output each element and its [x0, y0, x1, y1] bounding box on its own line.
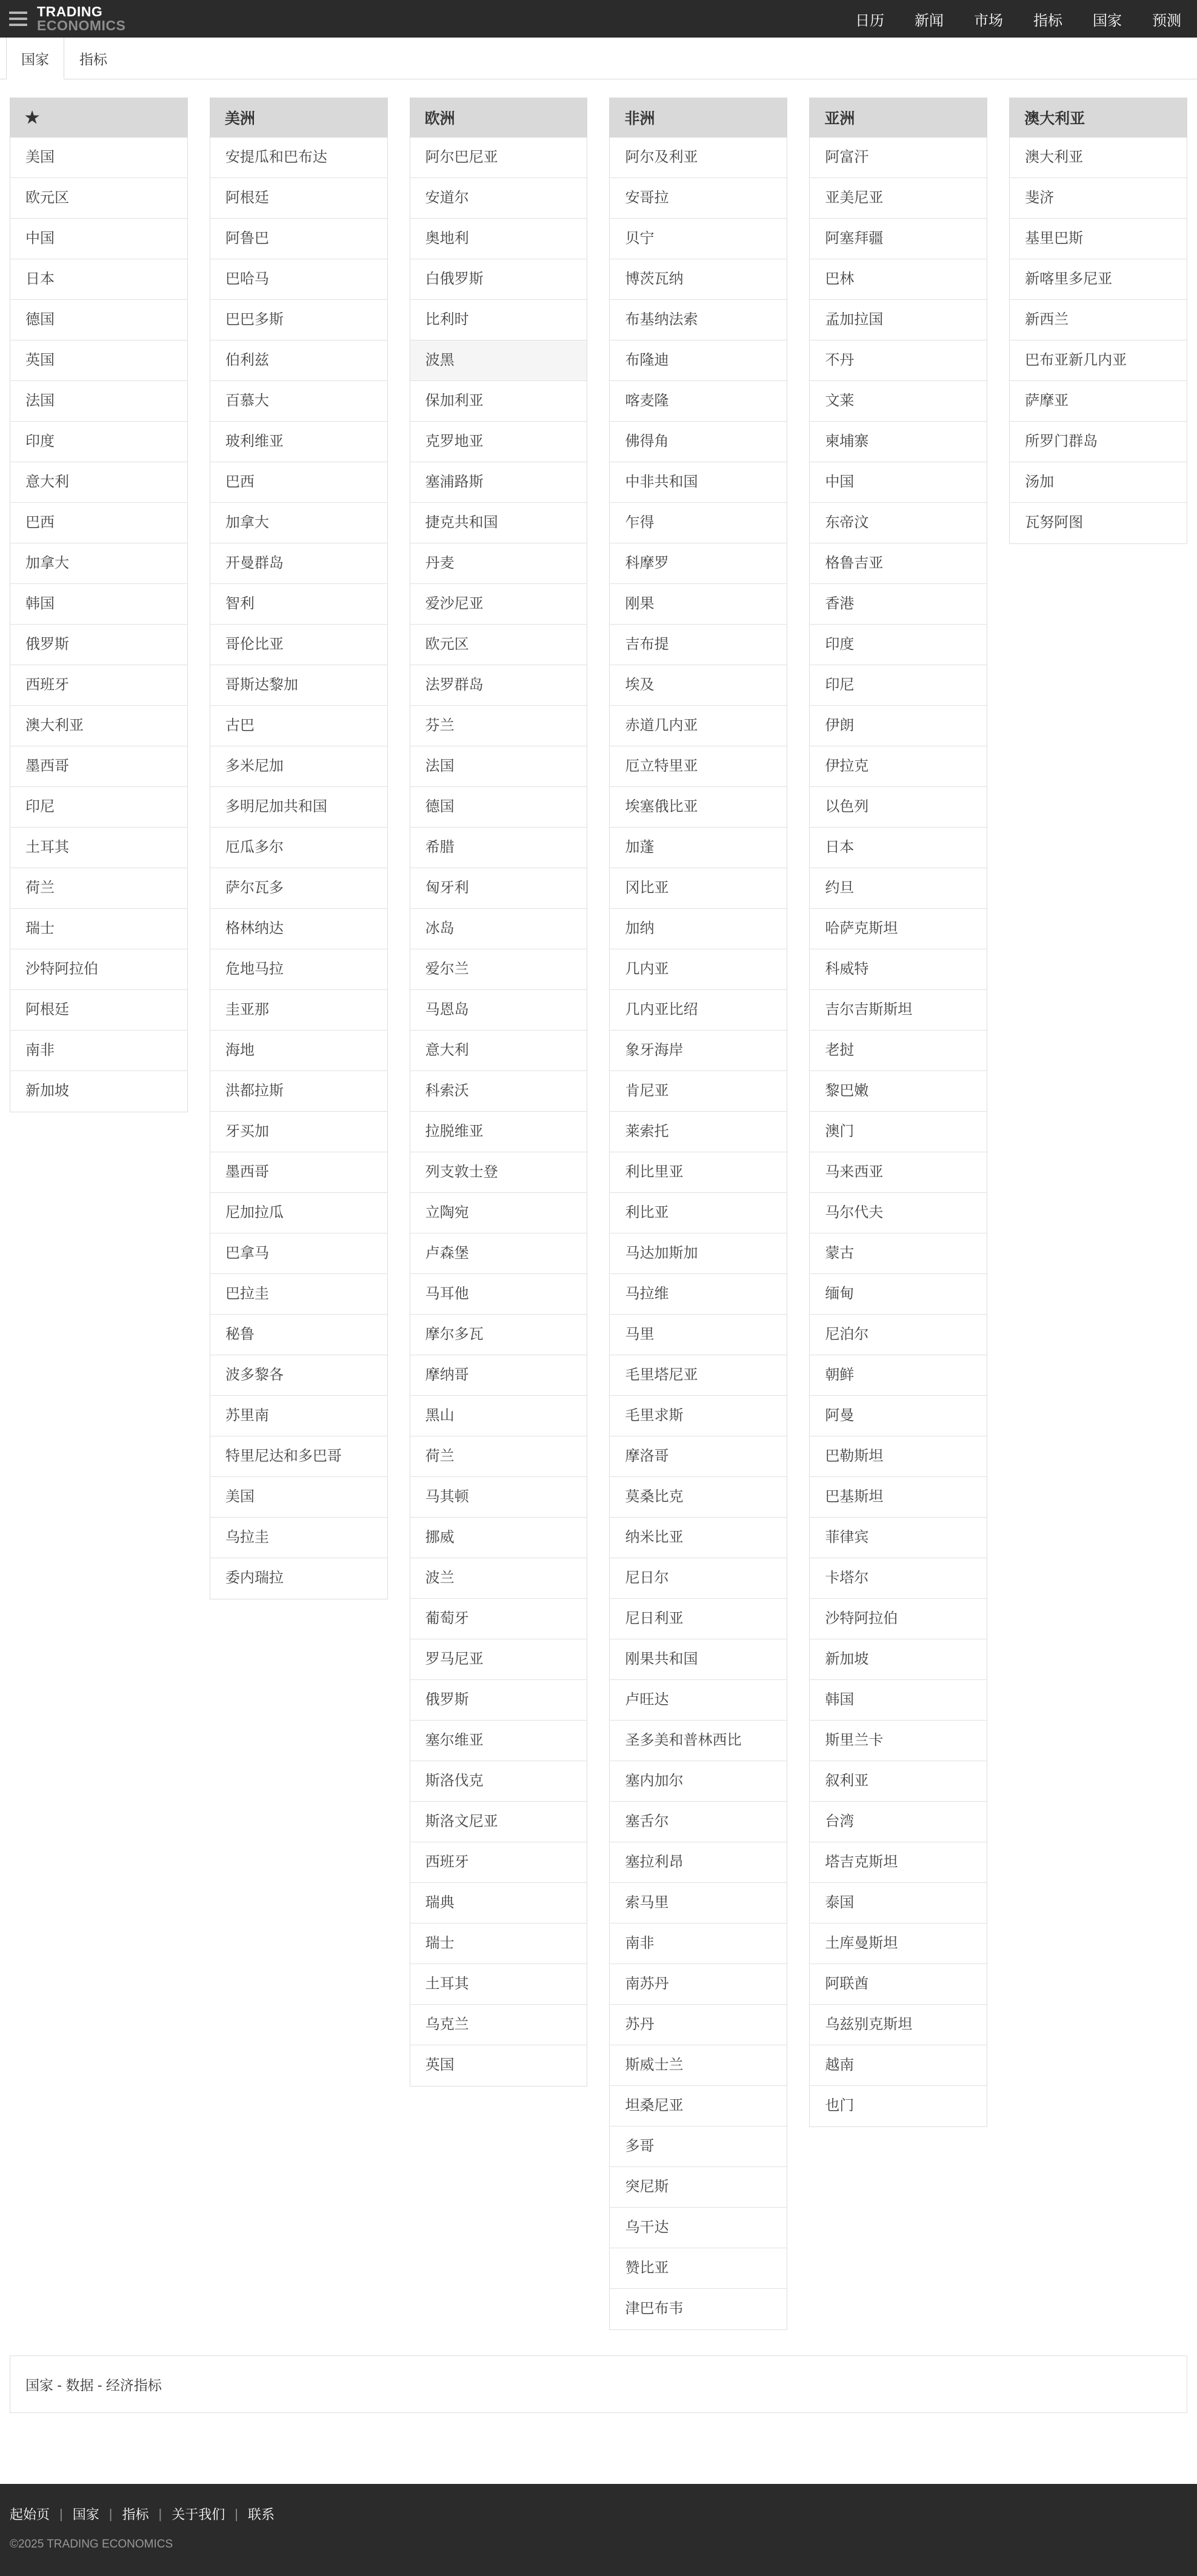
- country-item[interactable]: 科威特: [810, 949, 987, 990]
- country-item[interactable]: 蒙古: [810, 1233, 987, 1274]
- country-item[interactable]: 立陶宛: [410, 1193, 587, 1233]
- country-item[interactable]: 乌克兰: [410, 2005, 587, 2045]
- country-item[interactable]: 欧元区: [10, 178, 187, 219]
- country-item[interactable]: 埃塞俄比亚: [610, 787, 787, 828]
- bottom-footer: [0, 2484, 1197, 2576]
- country-item[interactable]: 塞尔维亚: [410, 1721, 587, 1761]
- country-item[interactable]: 埃及: [610, 665, 787, 706]
- country-item[interactable]: 吉尔吉斯斯坦: [810, 990, 987, 1031]
- country-item[interactable]: 土库曼斯坦: [810, 1924, 987, 1964]
- continent-columns: [10, 98, 1187, 2330]
- country-item[interactable]: 毛里塔尼亚: [610, 1355, 787, 1396]
- country-item[interactable]: 加拿大: [210, 503, 387, 543]
- country-item[interactable]: 加拿大: [10, 543, 187, 584]
- country-item[interactable]: 意大利: [10, 462, 187, 503]
- country-item[interactable]: 缅甸: [810, 1274, 987, 1315]
- country-item[interactable]: 斯里兰卡: [810, 1721, 987, 1761]
- country-item[interactable]: 厄瓜多尔: [210, 828, 387, 868]
- country-item[interactable]: 巴巴多斯: [210, 300, 387, 340]
- country-item[interactable]: 阿塞拜疆: [810, 219, 987, 259]
- country-item[interactable]: 沙特阿拉伯: [10, 949, 187, 990]
- country-item[interactable]: 博茨瓦纳: [610, 259, 787, 300]
- country-item[interactable]: 苏里南: [210, 1396, 387, 1436]
- country-item[interactable]: 南非: [10, 1031, 187, 1071]
- country-item[interactable]: 马耳他: [410, 1274, 587, 1315]
- country-item[interactable]: 多哥: [610, 2126, 787, 2167]
- footer-link-countries[interactable]: 国家: [72, 2507, 99, 2522]
- nav-item-indicators[interactable]: 指标: [1033, 12, 1062, 29]
- country-item[interactable]: 奥地利: [410, 219, 587, 259]
- country-item[interactable]: 马其顿: [410, 1477, 587, 1518]
- country-item[interactable]: 玻利维亚: [210, 422, 387, 462]
- country-item[interactable]: 阿尔巴尼亚: [410, 138, 587, 178]
- country-item[interactable]: 芬兰: [410, 706, 587, 746]
- country-item[interactable]: 加纳: [610, 909, 787, 949]
- country-item[interactable]: 尼加拉瓜: [210, 1193, 387, 1233]
- country-item[interactable]: 列支敦士登: [410, 1152, 587, 1193]
- country-item[interactable]: 几内亚: [610, 949, 787, 990]
- country-item[interactable]: 冰岛: [410, 909, 587, 949]
- column-europe: [410, 98, 588, 2086]
- country-item[interactable]: 新加坡: [10, 1071, 187, 1112]
- breadcrumb: 国家 - 数据 - 经济指标: [25, 2377, 162, 2393]
- menu-icon[interactable]: [9, 12, 27, 26]
- logo-trading: TRADING: [37, 3, 103, 19]
- country-item[interactable]: 阿根廷: [10, 990, 187, 1031]
- footer-link-divider: |: [108, 2506, 113, 2521]
- country-item[interactable]: 乌兹别克斯坦: [810, 2005, 987, 2045]
- country-item[interactable]: 刚果共和国: [610, 1639, 787, 1680]
- column-starred: [10, 98, 188, 1112]
- country-list-asia: [809, 138, 987, 2127]
- country-item[interactable]: 法国: [10, 381, 187, 422]
- country-item[interactable]: 阿富汗: [810, 138, 987, 178]
- country-item[interactable]: 乌干达: [610, 2208, 787, 2248]
- country-item[interactable]: 南苏丹: [610, 1964, 787, 2005]
- breadcrumb-box: [10, 2355, 1187, 2413]
- country-item[interactable]: 布隆迪: [610, 340, 787, 381]
- country-item[interactable]: 安哥拉: [610, 178, 787, 219]
- country-item[interactable]: 秘鲁: [210, 1315, 387, 1355]
- country-item[interactable]: 马拉维: [610, 1274, 787, 1315]
- country-item[interactable]: 圣多美和普林西比: [610, 1721, 787, 1761]
- country-item[interactable]: 丹麦: [410, 543, 587, 584]
- country-item[interactable]: 巴拿马: [210, 1233, 387, 1274]
- country-item[interactable]: 贝宁: [610, 219, 787, 259]
- country-item[interactable]: 韩国: [810, 1680, 987, 1721]
- country-item[interactable]: 哈萨克斯坦: [810, 909, 987, 949]
- country-item[interactable]: 尼泊尔: [810, 1315, 987, 1355]
- country-item[interactable]: 突尼斯: [610, 2167, 787, 2208]
- country-item[interactable]: 摩尔多瓦: [410, 1315, 587, 1355]
- country-item[interactable]: 萨摩亚: [1010, 381, 1187, 422]
- country-item[interactable]: 洪都拉斯: [210, 1071, 387, 1112]
- country-item[interactable]: 科索沃: [410, 1071, 587, 1112]
- country-item[interactable]: 所罗门群岛: [1010, 422, 1187, 462]
- country-item[interactable]: 阿根廷: [210, 178, 387, 219]
- footer-link-divider: |: [235, 2506, 238, 2521]
- country-item[interactable]: 挪威: [410, 1518, 587, 1558]
- country-item[interactable]: 菲律宾: [810, 1518, 987, 1558]
- country-item[interactable]: 马来西亚: [810, 1152, 987, 1193]
- country-item[interactable]: 象牙海岸: [610, 1031, 787, 1071]
- country-list-africa: [609, 138, 787, 2330]
- country-item[interactable]: 西班牙: [410, 1842, 587, 1883]
- country-item[interactable]: 格林纳达: [210, 909, 387, 949]
- column-header-australia: 澳大利亚: [1009, 98, 1187, 138]
- country-item[interactable]: 澳门: [810, 1112, 987, 1152]
- country-item[interactable]: 坦桑尼亚: [610, 2086, 787, 2126]
- country-item[interactable]: 匈牙利: [410, 868, 587, 909]
- country-item[interactable]: 多米尼加: [210, 746, 387, 787]
- country-item[interactable]: 克罗地亚: [410, 422, 587, 462]
- country-item[interactable]: 日本: [10, 259, 187, 300]
- country-item[interactable]: 斐济: [1010, 178, 1187, 219]
- country-item[interactable]: 黑山: [410, 1396, 587, 1436]
- country-item[interactable]: 阿曼: [810, 1396, 987, 1436]
- country-item[interactable]: 巴西: [10, 503, 187, 543]
- country-item[interactable]: 土耳其: [10, 828, 187, 868]
- tab-countries[interactable]: 国家: [6, 38, 64, 79]
- country-item[interactable]: 智利: [210, 584, 387, 625]
- country-item[interactable]: 塞拉利昂: [610, 1842, 787, 1883]
- nav-item-forecast[interactable]: 预测: [1152, 12, 1181, 29]
- country-item[interactable]: 印尼: [10, 787, 187, 828]
- star-icon: ★: [25, 108, 40, 127]
- country-item[interactable]: 乍得: [610, 503, 787, 543]
- country-item[interactable]: 特里尼达和多巴哥: [210, 1436, 387, 1477]
- country-item[interactable]: 几内亚比绍: [610, 990, 787, 1031]
- country-item[interactable]: 阿尔及利亚: [610, 138, 787, 178]
- country-item[interactable]: 中国: [810, 462, 987, 503]
- country-item[interactable]: 尼日利亚: [610, 1599, 787, 1639]
- country-item[interactable]: 哥伦比亚: [210, 625, 387, 665]
- country-item[interactable]: 佛得角: [610, 422, 787, 462]
- country-item[interactable]: 利比里亚: [610, 1152, 787, 1193]
- country-item[interactable]: 荷兰: [410, 1436, 587, 1477]
- country-item[interactable]: 捷克共和国: [410, 503, 587, 543]
- country-item[interactable]: 瑞士: [410, 1924, 587, 1964]
- country-item[interactable]: 新喀里多尼亚: [1010, 259, 1187, 300]
- country-item[interactable]: 约旦: [810, 868, 987, 909]
- country-item[interactable]: 巴基斯坦: [810, 1477, 987, 1518]
- country-item[interactable]: 百慕大: [210, 381, 387, 422]
- country-item[interactable]: 赞比亚: [610, 2248, 787, 2289]
- country-item[interactable]: 波兰: [410, 1558, 587, 1599]
- tab-indicators[interactable]: 指标: [79, 51, 107, 67]
- country-item[interactable]: 赤道几内亚: [610, 706, 787, 746]
- country-item[interactable]: 荷兰: [10, 868, 187, 909]
- country-item[interactable]: 古巴: [210, 706, 387, 746]
- country-item[interactable]: 利比亚: [610, 1193, 787, 1233]
- country-item[interactable]: 喀麦隆: [610, 381, 787, 422]
- country-item[interactable]: 西班牙: [10, 665, 187, 706]
- country-item[interactable]: 瑞士: [10, 909, 187, 949]
- country-item[interactable]: 委内瑞拉: [210, 1558, 387, 1599]
- country-item[interactable]: 摩洛哥: [610, 1436, 787, 1477]
- country-item[interactable]: 新加坡: [810, 1639, 987, 1680]
- country-item[interactable]: 德国: [10, 300, 187, 340]
- country-item[interactable]: 斯洛文尼亚: [410, 1802, 587, 1842]
- country-item[interactable]: 墨西哥: [10, 746, 187, 787]
- country-item[interactable]: 格鲁吉亚: [810, 543, 987, 584]
- country-item[interactable]: 阿鲁巴: [210, 219, 387, 259]
- country-list-america: [210, 138, 388, 1599]
- country-item[interactable]: 斯洛伐克: [410, 1761, 587, 1802]
- country-item[interactable]: 莫桑比克: [610, 1477, 787, 1518]
- country-item[interactable]: 圭亚那: [210, 990, 387, 1031]
- footer-link-divider: |: [59, 2506, 63, 2521]
- column-header-europe: 欧洲: [410, 98, 588, 138]
- country-item[interactable]: 法国: [410, 746, 587, 787]
- country-list-europe: [410, 138, 588, 2086]
- country-item[interactable]: 中非共和国: [610, 462, 787, 503]
- country-item[interactable]: 马里: [610, 1315, 787, 1355]
- country-item[interactable]: 东帝汶: [810, 503, 987, 543]
- country-item[interactable]: 美国: [210, 1477, 387, 1518]
- country-item[interactable]: 法罗群岛: [410, 665, 587, 706]
- country-list-starred: [10, 138, 188, 1112]
- country-item[interactable]: 阿联酋: [810, 1964, 987, 2005]
- country-item[interactable]: 英国: [10, 340, 187, 381]
- top-nav: [855, 8, 1181, 30]
- country-item[interactable]: 澳大利亚: [1010, 138, 1187, 178]
- footer-link-divider: |: [158, 2506, 162, 2521]
- country-item[interactable]: 马尔代夫: [810, 1193, 987, 1233]
- country-item[interactable]: 日本: [810, 828, 987, 868]
- country-item[interactable]: 布基纳法索: [610, 300, 787, 340]
- country-item[interactable]: 罗马尼亚: [410, 1639, 587, 1680]
- footer-link-about[interactable]: 关于我们: [172, 2507, 225, 2522]
- column-header-america: 美洲: [210, 98, 388, 138]
- country-item[interactable]: 索马里: [610, 1883, 787, 1924]
- country-item[interactable]: 台湾: [810, 1802, 987, 1842]
- nav-item-news[interactable]: 新闻: [915, 12, 944, 29]
- country-item[interactable]: 苏丹: [610, 2005, 787, 2045]
- country-item[interactable]: 伯利兹: [210, 340, 387, 381]
- country-item[interactable]: 刚果: [610, 584, 787, 625]
- country-item[interactable]: 中国: [10, 219, 187, 259]
- country-item[interactable]: 越南: [810, 2045, 987, 2086]
- country-item[interactable]: 韩国: [10, 584, 187, 625]
- country-item[interactable]: 叙利亚: [810, 1761, 987, 1802]
- country-item[interactable]: 爱沙尼亚: [410, 584, 587, 625]
- country-item[interactable]: 萨尔瓦多: [210, 868, 387, 909]
- nav-item-countries[interactable]: 国家: [1093, 12, 1122, 29]
- country-item[interactable]: 印尼: [810, 665, 987, 706]
- country-item[interactable]: 巴林: [810, 259, 987, 300]
- country-item[interactable]: 意大利: [410, 1031, 587, 1071]
- country-item[interactable]: 多明尼加共和国: [210, 787, 387, 828]
- top-header: [0, 0, 1197, 38]
- country-item[interactable]: 海地: [210, 1031, 387, 1071]
- country-item[interactable]: 冈比亚: [610, 868, 787, 909]
- country-item[interactable]: 柬埔寨: [810, 422, 987, 462]
- country-item[interactable]: 德国: [410, 787, 587, 828]
- country-item[interactable]: 塞浦路斯: [410, 462, 587, 503]
- country-item[interactable]: 保加利亚: [410, 381, 587, 422]
- country-item[interactable]: 泰国: [810, 1883, 987, 1924]
- country-item[interactable]: 墨西哥: [210, 1152, 387, 1193]
- column-header-asia: 亚洲: [809, 98, 987, 138]
- country-item[interactable]: 厄立特里亚: [610, 746, 787, 787]
- country-item[interactable]: 不丹: [810, 340, 987, 381]
- country-item[interactable]: 朝鲜: [810, 1355, 987, 1396]
- country-item[interactable]: 危地马拉: [210, 949, 387, 990]
- country-item[interactable]: 巴拉圭: [210, 1274, 387, 1315]
- country-item[interactable]: 印度: [10, 422, 187, 462]
- country-item[interactable]: 爱尔兰: [410, 949, 587, 990]
- country-item[interactable]: 土耳其: [410, 1964, 587, 2005]
- country-item[interactable]: 也门: [810, 2086, 987, 2126]
- tab-bar: [0, 38, 1197, 79]
- country-item[interactable]: 欧元区: [410, 625, 587, 665]
- country-item[interactable]: 莱索托: [610, 1112, 787, 1152]
- country-item[interactable]: 塔吉克斯坦: [810, 1842, 987, 1883]
- country-item[interactable]: 卢森堡: [410, 1233, 587, 1274]
- logo[interactable]: [37, 5, 125, 33]
- country-item[interactable]: 南非: [610, 1924, 787, 1964]
- country-item[interactable]: 香港: [810, 584, 987, 625]
- country-item[interactable]: 津巴布韦: [610, 2289, 787, 2329]
- country-item[interactable]: 开曼群岛: [210, 543, 387, 584]
- country-item[interactable]: 英国: [410, 2045, 587, 2086]
- country-item[interactable]: 孟加拉国: [810, 300, 987, 340]
- country-item[interactable]: 文莱: [810, 381, 987, 422]
- country-item[interactable]: 卢旺达: [610, 1680, 787, 1721]
- country-item[interactable]: 卡塔尔: [810, 1558, 987, 1599]
- country-item[interactable]: 斯威士兰: [610, 2045, 787, 2086]
- country-item[interactable]: 哥斯达黎加: [210, 665, 387, 706]
- country-item[interactable]: 塞舌尔: [610, 1802, 787, 1842]
- country-item[interactable]: 瑞典: [410, 1883, 587, 1924]
- country-item[interactable]: 马恩岛: [410, 990, 587, 1031]
- country-item[interactable]: 巴布亚新几内亚: [1010, 340, 1187, 381]
- nav-item-markets[interactable]: 市场: [974, 12, 1003, 29]
- country-item[interactable]: 新西兰: [1010, 300, 1187, 340]
- country-item[interactable]: 塞内加尔: [610, 1761, 787, 1802]
- country-item[interactable]: 葡萄牙: [410, 1599, 587, 1639]
- country-item[interactable]: 基里巴斯: [1010, 219, 1187, 259]
- country-item[interactable]: 毛里求斯: [610, 1396, 787, 1436]
- logo-economics: ECONOMICS: [37, 18, 126, 33]
- column-asia: [809, 98, 987, 2127]
- column-header-starred: [10, 98, 188, 138]
- column-america: [210, 98, 388, 1599]
- country-item[interactable]: 沙特阿拉伯: [810, 1599, 987, 1639]
- country-item[interactable]: 波多黎各: [210, 1355, 387, 1396]
- footer-links: [10, 2505, 1187, 2523]
- country-item[interactable]: 加蓬: [610, 828, 787, 868]
- country-item[interactable]: 澳大利亚: [10, 706, 187, 746]
- country-item[interactable]: 科摩罗: [610, 543, 787, 584]
- country-item[interactable]: 巴哈马: [210, 259, 387, 300]
- country-item[interactable]: 比利时: [410, 300, 587, 340]
- country-item[interactable]: 瓦努阿图: [1010, 503, 1187, 543]
- country-item[interactable]: 希腊: [410, 828, 587, 868]
- column-africa: [609, 98, 787, 2330]
- country-item[interactable]: 俄罗斯: [10, 625, 187, 665]
- country-item[interactable]: 白俄罗斯: [410, 259, 587, 300]
- country-item[interactable]: 巴西: [210, 462, 387, 503]
- country-item[interactable]: 亚美尼亚: [810, 178, 987, 219]
- country-item[interactable]: 吉布提: [610, 625, 787, 665]
- country-item[interactable]: 老挝: [810, 1031, 987, 1071]
- country-item[interactable]: 印度: [810, 625, 987, 665]
- main-content: [0, 98, 1197, 2413]
- footer-link-contact[interactable]: 联系: [247, 2507, 275, 2522]
- country-item[interactable]: 伊拉克: [810, 746, 987, 787]
- country-item[interactable]: 安提瓜和巴布达: [210, 138, 387, 178]
- country-item[interactable]: 肯尼亚: [610, 1071, 787, 1112]
- country-item[interactable]: 伊朗: [810, 706, 987, 746]
- country-item[interactable]: 汤加: [1010, 462, 1187, 503]
- country-list-australia: [1009, 138, 1187, 544]
- nav-item-calendar[interactable]: 日历: [855, 12, 884, 29]
- column-australia: [1009, 98, 1187, 544]
- column-header-africa: 非洲: [609, 98, 787, 138]
- country-item[interactable]: 黎巴嫩: [810, 1071, 987, 1112]
- country-item[interactable]: 马达加斯加: [610, 1233, 787, 1274]
- country-item[interactable]: 乌拉圭: [210, 1518, 387, 1558]
- country-item[interactable]: 牙买加: [210, 1112, 387, 1152]
- country-item[interactable]: 安道尔: [410, 178, 587, 219]
- country-item[interactable]: 纳米比亚: [610, 1518, 787, 1558]
- footer-link-indicators[interactable]: 指标: [122, 2507, 149, 2522]
- country-item[interactable]: 波黑: [410, 340, 587, 381]
- country-item[interactable]: 摩纳哥: [410, 1355, 587, 1396]
- copyright: ©2025 TRADING ECONOMICS: [10, 2538, 173, 2551]
- country-item[interactable]: 美国: [10, 138, 187, 178]
- country-item[interactable]: 拉脱维亚: [410, 1112, 587, 1152]
- footer-link-home[interactable]: 起始页: [10, 2507, 50, 2522]
- country-item[interactable]: 尼日尔: [610, 1558, 787, 1599]
- country-item[interactable]: 俄罗斯: [410, 1680, 587, 1721]
- country-item[interactable]: 巴勒斯坦: [810, 1436, 987, 1477]
- country-item[interactable]: 以色列: [810, 787, 987, 828]
